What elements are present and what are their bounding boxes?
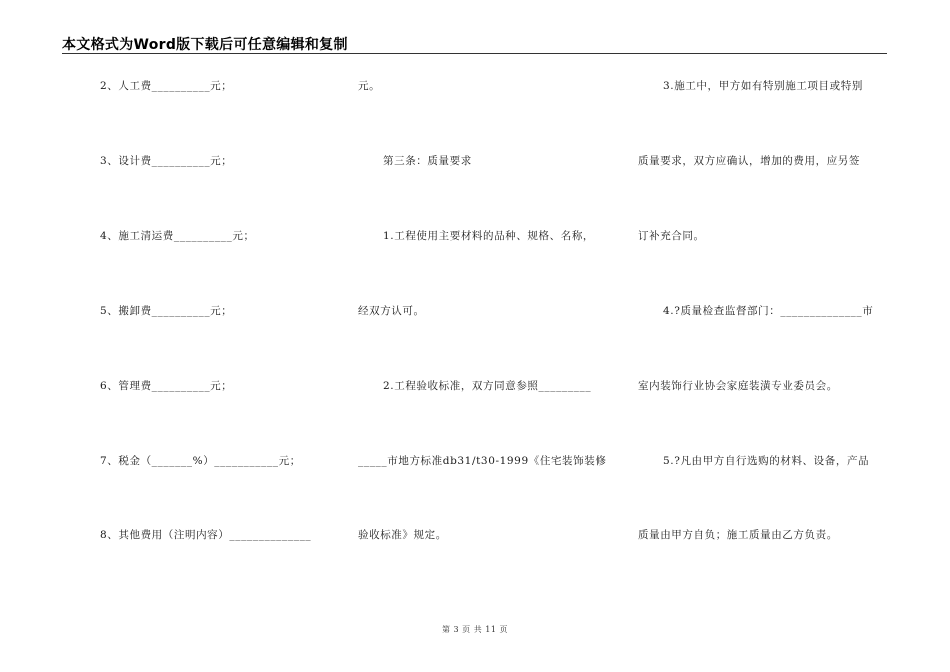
column-2-line: _____市地方标准db31/t30-1999《住宅装饰装修 <box>358 455 607 467</box>
header-rule <box>62 53 887 54</box>
column-2-line: 元。 <box>358 80 381 92</box>
column-1-line: 6、管理费__________元； <box>100 380 233 392</box>
column-1-line: 8、其他费用（注明内容）______________ <box>100 529 312 541</box>
column-3-line: 室内装饰行业协会家庭装潢专业委员会。 <box>638 380 838 392</box>
column-1-line: 4、施工清运费__________元； <box>100 230 255 242</box>
column-2-line: 1.工程使用主要材料的品种、规格、名称， <box>383 230 595 242</box>
column-2-line: 经双方认可。 <box>358 305 425 317</box>
column-1-line: 2、人工费__________元； <box>100 80 233 92</box>
column-3-line: 3.施工中，甲方如有特别施工项目或特别 <box>663 80 863 92</box>
column-2-line: 验收标准》规定。 <box>358 529 447 541</box>
column-3-line: 订补充合同。 <box>638 230 705 242</box>
page-header-title: 本文格式为Word版下载后可任意编辑和复制 <box>62 37 348 53</box>
column-2-line: 第三条：质量要求 <box>383 155 472 167</box>
page-number-footer: 第 3 页 共 11 页 <box>442 625 508 634</box>
column-2-line: 2.工程验收标准，双方同意参照_________ <box>383 380 592 392</box>
column-3-line: 质量由甲方自负；施工质量由乙方负责。 <box>638 529 838 541</box>
column-1-line: 5、搬卸费__________元； <box>100 305 233 317</box>
column-3-line: 4.?质量检查监督部门：______________市 <box>663 305 874 317</box>
column-3-line: 5.?凡由甲方自行选购的材料、设备，产品 <box>663 455 870 467</box>
column-1-line: 7、税金（_______%）___________元； <box>100 455 301 467</box>
column-3-line: 质量要求，双方应确认，增加的费用，应另签 <box>638 155 860 167</box>
column-1-line: 3、设计费__________元； <box>100 155 233 167</box>
